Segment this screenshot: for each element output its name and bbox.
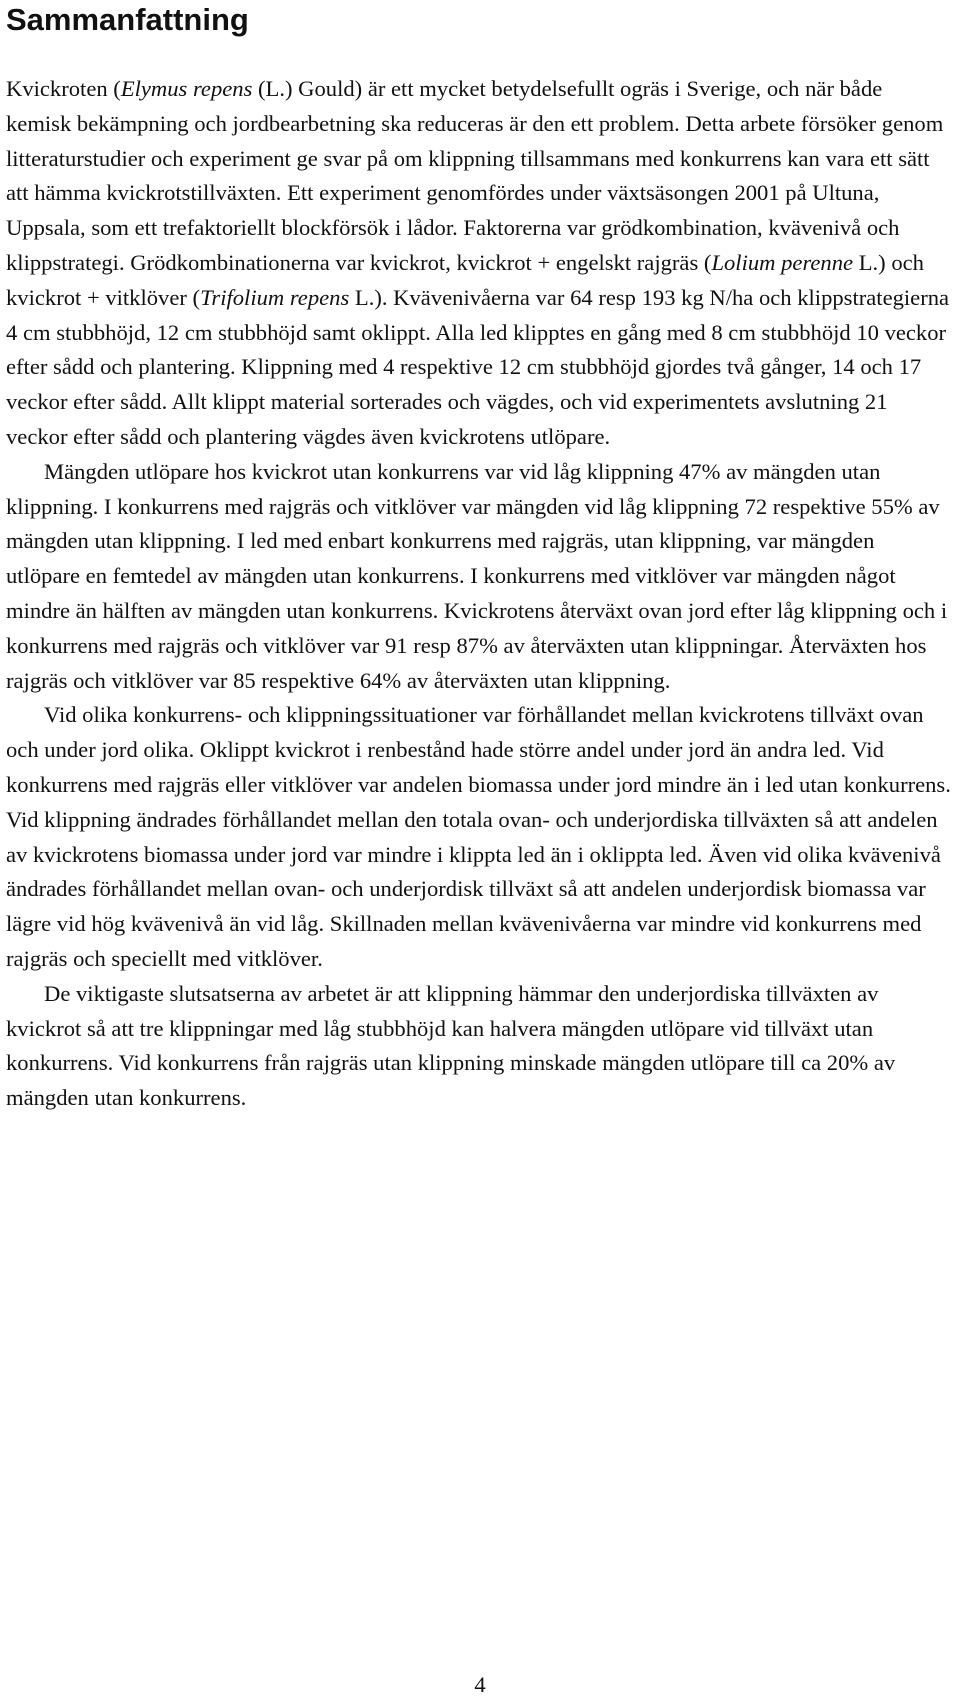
paragraph-text: De viktigaste slutsatserna av arbetet är att klippning hämmar den underjordiska tillväxten av kvickrot så att tre klippningar med låg stubbhöjd kan halvera mängden utlöpare vid tillväxt utan konkurrens. Vid konkurrens från rajgräs utan klippning minskade mängden utlöpare till ca 20% av mängden utan konkurrens. — [6, 980, 896, 1111]
paragraph-text: Vid olika konkurrens- och klippningssituationer var förhållandet mellan kvickrotens tillväxt ovan och under jord olika. Oklippt kvickrot i renbestånd hade större andel under jord än andra led. Vid konkurrens med rajgräs eller vitklöver var andelen biomassa under jord mindre än i led utan konkurrens. Vid klippning ändrades förhållandet mellan den totala ovan- och underjordiska tillväxten så att andelen av kvickrotens biomassa under jord var mindre i klippta led än i oklippta led. Även vid olika kvävenivå ändrades förhållandet mellan ovan- och underjordisk tillväxt så att andelen underjordisk biomassa var lägre vid hög kvävenivå än vid låg. Skillnaden mellan kvävenivåerna var mindre vid konkurrens med rajgräs och speciellt med vitklöver. — [6, 702, 951, 971]
paragraph-text: L.) och kvickrot + vitklöver ( — [6, 249, 924, 310]
paragraph-text: Mängden utlöpare hos kvickrot utan konkurrens var vid låg klippning 47% av mängden utan klippning. I konkurrens med rajgräs och vitklöver var mängden vid låg klippning 72 respektive 55% av mängden utan klippning. I led med enbart konkurrens med rajgräs, utan klippning, var mängden utlöpare en femtedel av mängden utan konkurrens. I konkurrens med vitklöver var mängden något mindre än hälften av mängden utan konkurrens. Kvickrotens återväxt ovan jord efter låg klippning och i konkurrens med rajgräs och vitklöver var 91 resp 87% av återväxten utan klippningar. Återväxten hos rajgräs och vitklöver var 85 respektive 64% av återväxten utan klippning. — [6, 458, 948, 693]
page-number: 4 — [474, 1672, 486, 1697]
species-name: Lolium perenne — [711, 249, 854, 275]
paragraph-1 — [6, 72, 952, 455]
paragraph-text: (L.) Gould) är ett mycket betydelsefullt ogräs i Sverige, och när både kemisk bekämpning och jordbearbetning ska reduceras är den ett problem. Detta arbete försöker genom litteraturstudier och experiment ge svar på om klippning tillsammans med konkurrens kan vara ett sätt att hämma kvickrotstillväxten. Ett experiment genomfördes under växtsäsongen 2001 på Ultuna, Uppsala, som ett trefaktoriellt blockförsök i lådor. Faktorerna var grödkombination, kvävenivå och klippstrategi. Grödkombinationerna var kvickrot, kvickrot + engelskt rajgräs ( — [6, 76, 944, 275]
paragraph-4 — [6, 977, 952, 1116]
species-name: Trifolium repens — [200, 284, 350, 310]
species-name: Elymus repens — [120, 76, 253, 101]
page-title: Sammanfattning — [6, 2, 249, 37]
paragraph-text: Kvickroten ( — [6, 76, 121, 101]
page — [6, 0, 952, 1116]
paragraph-3 — [6, 698, 952, 976]
paragraph-text: L.). Kvävenivåerna var 64 resp 193 kg N/ha och klippstrategierna 4 cm stubbhöjd, 12 cm stubbhöjd samt oklippt. Alla led klipptes en gång med 8 cm stubbhöjd 10 veckor efter sådd och plantering. Klippning med 4 respektive 12 cm stubbhöjd gjordes två gånger, 14 och 17 veckor efter sådd. Allt klippt material sorterades och vägdes, och vid experimentets avslutning 21 veckor efter sådd och plantering vägdes även kvickrotens utlöpare. — [6, 284, 950, 449]
paragraph-2 — [6, 455, 952, 699]
summary-body — [6, 72, 952, 1116]
